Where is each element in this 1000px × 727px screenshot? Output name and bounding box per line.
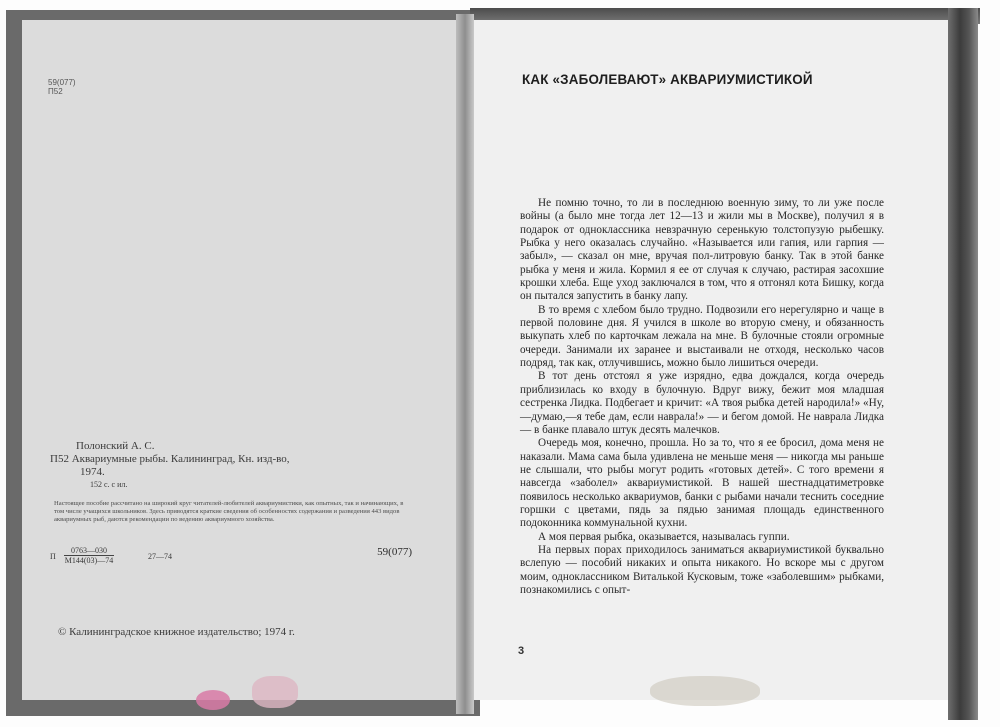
bibliographic-imprint: [50, 440, 412, 572]
index-mid: 27—74: [148, 552, 172, 561]
page-number: 3: [518, 645, 525, 657]
corner-code-line: П52: [48, 87, 63, 96]
paragraph: На первых порах приходилось заниматься аквариумистикой буквально вслепую — пособий никаких и опыта никакого. Но вскоре мы с другом моим, одноклассником Виталькой Кусковым, тоже «заболевшим» рыбками, познакомились с опыт-: [520, 543, 884, 596]
index-code: 59(077): [377, 546, 412, 558]
stain-mark: [196, 690, 230, 710]
index-lead-letter: П: [50, 552, 56, 561]
stain-mark: [252, 676, 298, 708]
corner-code-line: 59(077): [48, 78, 76, 87]
imprint-title-line: П52 Аквариумные рыбы. Калининград, Кн. изд-во,: [50, 453, 290, 465]
imprint-index-row: [50, 546, 412, 572]
index-fraction: [64, 546, 114, 565]
book-spine: [456, 14, 474, 714]
index-numerator: 0763—030: [64, 546, 114, 556]
stain-mark: [650, 676, 760, 706]
index-denominator: М144(03)—74: [64, 556, 114, 565]
left-page: [22, 20, 466, 700]
imprint-year: 1974.: [80, 466, 105, 478]
paragraph: Очередь моя, конечно, прошла. Но за то, что я ее бросил, дома меня не наказали. Мама сама была удивлена не меньше меня — никогда мы раньше не слышали, что рыбы могут родить «готовых детей». С того времени я навсегда «заболел» аквариумистикой. В нашей шестнадцатиметровке появилось несколько аквариумов, банки с рыбами начали теснить соседние горшки с цветами, пядь за пядью занимая площадь единственного подоконника коммунальной кухни.: [520, 437, 884, 530]
chapter-title: КАК «ЗАБОЛЕВАЮТ» АКВАРИУМИСТИКОЙ: [522, 72, 813, 87]
chapter-body: [520, 197, 884, 597]
corner-classification-code: [48, 78, 76, 96]
paragraph: Не помню точно, то ли в последнюю военную зиму, то ли уже после войны (а было мне тогда лет 12—13 и жили мы в Москве), получил я в подарок от одноклассника невзрачную серенькую толстопузую рыбешку. Рыбка у него оказалась случайно. «Называется или гапия, или гарпия — забыл», — сказал он мне, вручая пол-литровую банку. Так в этой банке рыбка у меня и жила. Кормил я ее от случая к случаю, растирая засохшие крошки хлеба. Еще уход заключался в том, что я отгонял кота Бишку, когда он пытался запустить в банку лапу.: [520, 197, 884, 303]
copyright-line: © Калининградское книжное издательство; 1974 г.: [58, 626, 295, 638]
imprint-annotation: Настоящее пособие рассчитано на широкий круг читателей-любителей аквариумистики, как опытных, так и начинающих, в том числе учащихся школьников. Здесь приводятся краткие сведения об особенностях содержания и разведения 443 видов аквариумных рыб, даются рекомендации по ведению аквариумного хозяйства.: [54, 500, 404, 523]
paragraph: В то время с хлебом было трудно. Подвозили его нерегулярно и чаще в первой половине дня. Я учился в школе во вторую смену, и обязанность выкупать хлеб по карточкам лежала на мне. В булочные стояли огромные очереди. Занимали их заранее и выстаивали не отходя, несколько часов подряд, так как, отлучившись, можно было лишиться очереди.: [520, 303, 884, 370]
imprint-pages: 152 с. с ил.: [90, 480, 128, 489]
book-right-edge: [948, 8, 978, 720]
imprint-author: Полонский А. С.: [76, 440, 155, 452]
paragraph: А моя первая рыбка, оказывается, называлась гуппи.: [538, 530, 790, 543]
paragraph: В тот день отстоял я уже изрядно, едва дождался, когда очередь приблизилась ко входу в булочную. Вдруг вижу, бежит моя младшая сестренка Лидка. Подбегает и кричит: «А твоя рыбка детей народила!» «Ну,—думаю,—я тебе дам, если наврала!» — и бегом домой. Не наврала Лидка — в банке плавало штук десять малечков.: [520, 370, 884, 436]
